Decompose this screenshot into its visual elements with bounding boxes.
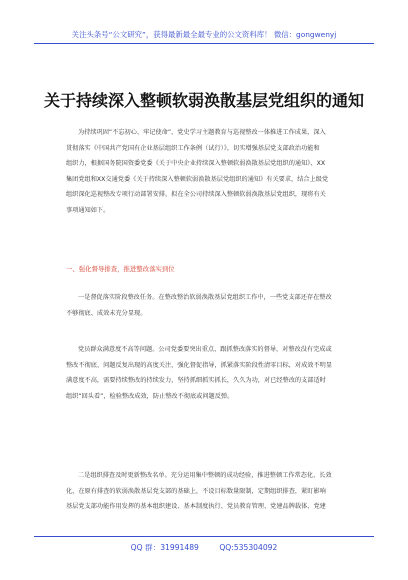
footer-contact	[34, 542, 374, 553]
intro-line: 贯彻落实《中国共产党国有企业基层组织工作条例（试行）》，切实增强基层党支部政治功能和	[66, 144, 320, 152]
intro-paragraph	[66, 125, 366, 219]
qq-group-text: QQ 群：31991489	[130, 543, 199, 552]
body-paragraph	[66, 342, 366, 404]
intro-line: 事项通知如下。	[66, 206, 110, 214]
header-divider	[34, 43, 374, 44]
body-line: 满意度不高，需要持续整改的持续发力，坚持抓细抓实抓长，久久为功，对已经整改的支部适时	[66, 377, 326, 385]
body-line: 化，在原有排查的软弱涣散基层党支部的基础上，不设目标数量限制，定期组织排查，紧盯影响	[66, 487, 326, 495]
footer-divider	[34, 536, 374, 537]
intro-line: 组织力，根据国务院国资委党委《关于中央企业持续深入整顿软弱涣散基层党组织的通知》、XX	[66, 160, 326, 168]
section-heading: 一、强化督导排查，推进整改落实到位	[66, 265, 175, 273]
body-line: 一是督促落实阶段整改任务。在整改整治软弱涣散基层党组织工作中，一些党支部还存在整改	[78, 294, 332, 301]
header-banner-link[interactable]: 关注头条号“公文研究”，获得最新最全最专业的公文资料库！ 微信：gongwenyj	[71, 30, 337, 39]
qq-number-text: QQ:535304092	[219, 543, 278, 552]
intro-line: 集团党组和XX交通党委《关于持续深入整顿软弱涣散基层党组织的通知》有关要求，结合上级党	[66, 175, 329, 183]
body-line: 不够彻底、成效未充分显现。	[66, 309, 147, 317]
intro-line: 为持续巩固“不忘初心、牢记使命”、党史学习主题教育与巡视整改一体推进工作成果，深入	[78, 129, 326, 136]
body-paragraph	[66, 290, 366, 321]
intro-line: 组织深化巡视整改专项行动部署安排，拟在全公司持续深入整顿软弱涣散基层党组织，现将有关	[66, 191, 326, 199]
body-line: 二是组织排查及时更新整改名单。充分运用集中整顿的成功经验，推进整顿工作常态化、长效	[78, 472, 332, 479]
body-paragraph	[66, 468, 366, 515]
body-line: 基层党支部功能作用发挥的基本组织建设、基本制度执行、党员教育管理、党建品牌载体、党建	[66, 503, 326, 511]
document-title: 关于持续深入整顿软弱涣散基层党组织的通知	[43, 91, 364, 110]
body-line: 党员群众满意度不高等问题。公司党委要突出重点，跟抓整改落实的督导，对整改没有完成或	[78, 346, 332, 353]
body-line: 组织“回头看”，检验整改成效，防止整改不彻底或问题反弹。	[66, 392, 234, 400]
body-line: 整改不彻底、问题反复出现的高度关注，强化督促指导，抓紧落实阶段性清零目标，对成效不明显	[66, 361, 333, 369]
